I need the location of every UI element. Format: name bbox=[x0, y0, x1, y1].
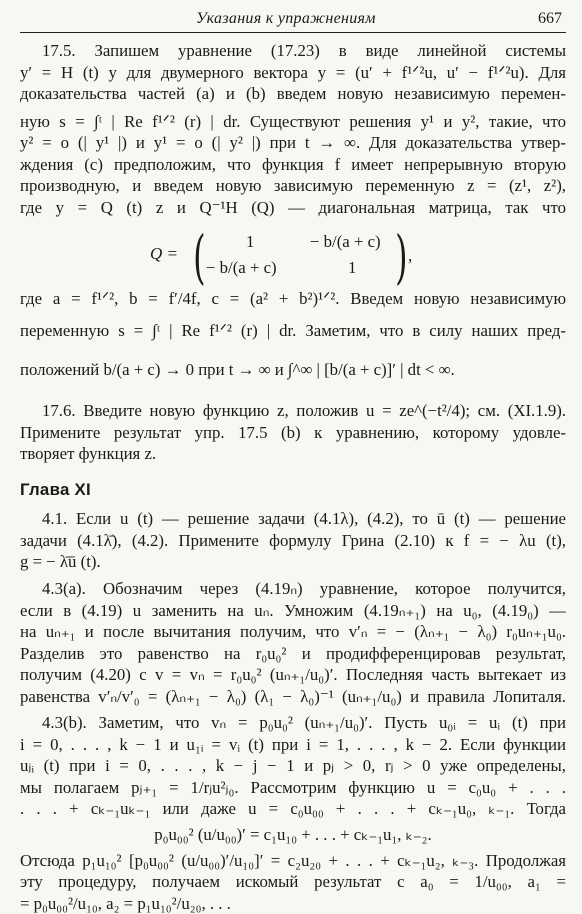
running-head: Указания к упражнениям bbox=[196, 10, 376, 28]
exercise-17-5 bbox=[20, 40, 566, 218]
exercise-4-1 bbox=[20, 508, 566, 573]
text-line: g = − λ̄ū (t). bbox=[20, 551, 566, 573]
matrix-equation bbox=[150, 228, 420, 286]
text-line: равенства v′ₙ/v′₀ = (λₙ₊₁ − λ₀) (λ₁ − λ₀)⁻¹ (uₙ₊₁/u₀) и правила Лопиталя. bbox=[20, 686, 566, 708]
text-line: производную, и введем новую зависимую переменную z = (z¹, z²), bbox=[20, 175, 566, 197]
matrix-cell: − b/(a + c) bbox=[310, 232, 381, 252]
text-line: эту процедуру, получаем искомый результат с a₀ = 1/u₀₀, a₁ = bbox=[20, 871, 566, 893]
text-line: где a = f¹ᐟ², b = f′/4f, c = (a² + b²)¹ᐟ². Введем новую независимую bbox=[20, 288, 566, 310]
text-line: ную s = ∫ᵗ | Re f¹ᐟ² (r) | dr. Существуют решения y¹ и y², такие, что bbox=[20, 111, 566, 133]
text-line: Разделив это равенство на r₀u₀² и продифференцировав результат, bbox=[20, 643, 566, 665]
page-number: 667 bbox=[538, 10, 562, 28]
text-line: . . . + cₖ₋₁uₖ₋₁ или даже u = c₀u₀₀ + . . . + cₖ₋₁u₀, ₖ₋₁. Тогда bbox=[20, 798, 566, 820]
text-line: 17.6. Введите новую функцию z, положив u = ze^(−t²/4); см. (XI.1.9). bbox=[20, 400, 566, 422]
text-line: задачи (4.1λ̄), (4.2). Примените формулу Грина (2.10) к f = − λu (t), bbox=[20, 530, 566, 552]
text-line: положений b/(a + c) → 0 при t → ∞ и ∫^∞ | [b/(a + c)]′ | dt < ∞. bbox=[20, 359, 566, 381]
left-paren: ( bbox=[193, 228, 205, 286]
text-line: на uₙ₊₁ и после вычитания получим, что v′ₙ = − (λₙ₊₁ − λ₀) r₀uₙ₊₁u₀. bbox=[20, 621, 566, 643]
text-line: творяет функция z. bbox=[20, 443, 566, 465]
text-line: переменную s = ∫ᵗ | Re f¹ᐟ² (r) | dr. Заметим, что в силу наших пред- bbox=[20, 320, 566, 342]
text-line: 4.3(a). Обозначим через (4.19ₙ) уравнение, которое получится, bbox=[20, 578, 566, 600]
text-line: y² = o (| y¹ |) и y¹ = o (| y² |) при t → ∞. Для доказательства утвер- bbox=[20, 132, 566, 154]
text-line: 4.3(b). Заметим, что vₙ = p₀u₀² (uₙ₊₁/u₀)′. Пусть u₀ᵢ = uᵢ (t) при bbox=[20, 712, 566, 734]
text-line: доказательства частей (a) и (b) введем новую независимую перемен- bbox=[20, 83, 566, 105]
text-line: получим (4.20) с v = vₙ = r₀u₀² (uₙ₊₁/u₀)′. Последняя часть вытекает из bbox=[20, 664, 566, 686]
chapter-title: Глава XI bbox=[20, 480, 91, 500]
right-paren: ) bbox=[395, 228, 407, 286]
exercise-17-5-continued bbox=[20, 288, 566, 381]
page-header bbox=[20, 8, 566, 33]
text-line: i = 0, . . . , k − 1 и u₁ᵢ = vᵢ (t) при i = 1, . . . , k − 2. Если функции bbox=[20, 734, 566, 756]
text-line: 17.5. Запишем уравнение (17.23) в виде линейной системы bbox=[20, 40, 566, 62]
text-line: uⱼᵢ (t) при i = 0, . . . , k − j − 1 и pⱼ > 0, rⱼ > 0 уже определены, bbox=[20, 755, 566, 777]
matrix-cell: 1 bbox=[348, 258, 356, 278]
matrix-trail: , bbox=[408, 246, 412, 266]
text-line: мы полагаем pⱼ₊₁ = 1/rⱼu²ⱼ₀. Рассмотрим функцию u = c₀u₀ + . . . bbox=[20, 777, 566, 799]
exercise-17-6 bbox=[20, 400, 566, 465]
text-line: y′ = H (t) y для двумерного вектора y = (u′ + f¹ᐟ²u, u′ − f¹ᐟ²u). Для bbox=[20, 62, 566, 84]
matrix-cell: − b/(a + c) bbox=[206, 258, 277, 278]
text-line: 4.1. Если u (t) — решение задачи (4.1λ), (4.2), то ū (t) — решение bbox=[20, 508, 566, 530]
matrix-cell: 1 bbox=[246, 232, 254, 252]
text-line: если в (4.19) u заменить на uₙ. Умножим (4.19ₙ₊₁) на u₀, (4.19₀) — bbox=[20, 600, 566, 622]
matrix-label: Q = bbox=[150, 244, 178, 264]
text-line: = p₀u₀₀²/u₁₀, a₂ = p₁u₁₀²/u₂₀, . . . bbox=[20, 893, 566, 914]
display-equation: p₀u₀₀² (u/u₀₀)′ = c₁u₁₀ + . . . + cₖ₋₁u₁, ₖ₋₂. bbox=[20, 824, 566, 846]
exercise-4-3a bbox=[20, 578, 566, 707]
text-line: ждения (c) предположим, что функция f имеет непрерывную вторую bbox=[20, 154, 566, 176]
exercise-4-3b bbox=[20, 712, 566, 914]
text-line: Примените результат упр. 17.5 (b) к уравнению, которому удовле- bbox=[20, 422, 566, 444]
text-line: Отсюда p₁u₁₀² [p₀u₀₀² (u/u₀₀)′/u₁₀]′ = c₂u₂₀ + . . . + cₖ₋₁u₂, ₖ₋₃. Продолжая bbox=[20, 850, 566, 872]
text-line: где y = Q (t) z и Q⁻¹H (Q) — диагональная матрица, так что bbox=[20, 197, 566, 219]
